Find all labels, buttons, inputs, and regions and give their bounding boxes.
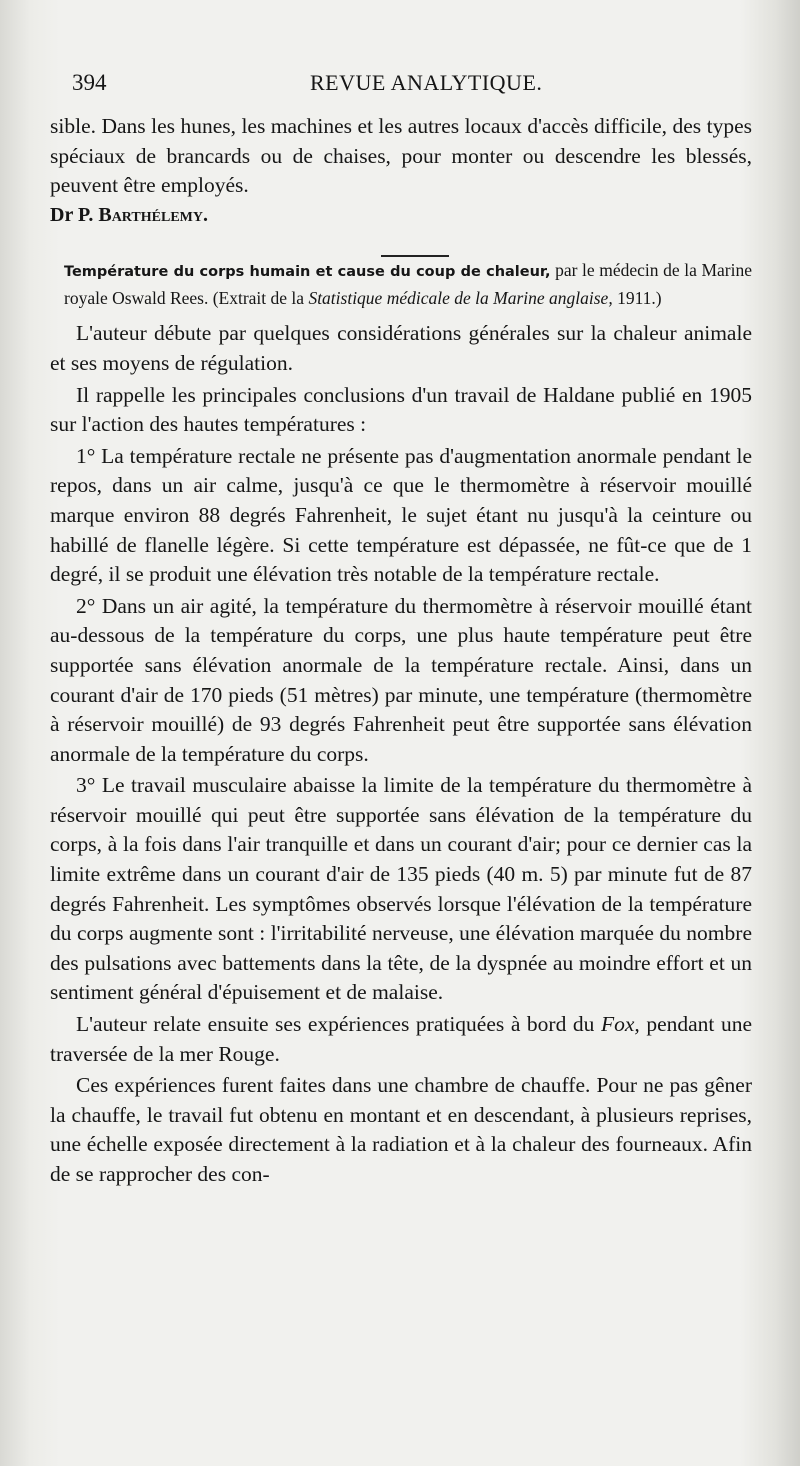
paragraph: 2° Dans un air agité, la température du thermomètre à réservoir mouillé étant au-dessous de la température du corps, une plus haute température peut être supportée sans élévation anormale de la température rectale. Ainsi, dans un courant d'air de 170 pieds (51 mètres) par minute, une température (thermomètre à réservoir mouillé) de 93 degrés Fahrenheit peut être supportée sans élévation anormale de la température du corps. bbox=[50, 593, 752, 766]
paragraph: 3° Le travail musculaire abaisse la limite de la température du thermomètre à réservoir mouillé qui peut être supportée sans élévation de la température du corps, à la fois dans l'air tranquille et dans un courant d'air; pour ce dernier cas la limite extrême dans un courant d'air de 135 pieds (40 m. 5) par minute fut de 87 degrés Fahrenheit. Les symptômes observés lorsque l'élévation de la température du corps augmente sont : l'irritabilité nerveuse, une élévation marquée du nombre des pulsations avec battements dans la tête, de la dyspnée au moindre effort et un sentiment général d'épuisement et de malaise. bbox=[50, 773, 752, 1005]
page-header bbox=[72, 70, 752, 104]
paragraph: Il rappelle les principales conclusions d'un travail de Haldane publié en 1905 sur l'action des hautes températures : bbox=[50, 382, 752, 437]
paragraph bbox=[50, 1010, 752, 1069]
article-source-title: Statistique médicale de la Marine anglaise, bbox=[308, 288, 613, 309]
ship-name: Fox, bbox=[600, 1012, 640, 1037]
fox-paragraph-text-end: pendant une traversée de la mer Rouge. bbox=[50, 1012, 753, 1066]
article-heading bbox=[50, 257, 752, 311]
author-signature bbox=[50, 201, 752, 231]
paragraph: L'auteur débute par quelques considérations générales sur la chaleur animale et ses moyens de régulation. bbox=[50, 321, 752, 375]
running-title: REVUE ANALYTIQUE. bbox=[310, 70, 543, 95]
paragraph: Ces expériences furent faites dans une chambre de chauffe. Pour ne pas gêner la chauffe, le travail fut obtenu en montant et en descendant, à plusieurs reprises, une échelle exposée directement à la radiation et à la chaleur des fourneaux. Afin de se rapprocher des con- bbox=[50, 1073, 752, 1186]
author-name: P. Barthélemy. bbox=[77, 203, 208, 226]
fox-paragraph-text: L'auteur relate ensuite ses expériences pratiquées à bord du bbox=[76, 1012, 595, 1037]
author-prefix: Dr bbox=[50, 203, 73, 226]
article-title: Température du corps humain et cause du coup de chaleur, bbox=[64, 264, 551, 281]
article-source-year: 1911.) bbox=[617, 288, 662, 309]
article-body bbox=[50, 319, 752, 1189]
page-number: 394 bbox=[72, 70, 107, 95]
previous-article-closing-text: sible. Dans les hunes, les machines et les autres locaux d'accès difficile, des types spéciaux de brancards ou de chaises, pour monter ou descendre les blessés, peuvent être employés. bbox=[50, 114, 752, 198]
article-byline: par le médecin de la Marine royale Oswald Rees. (Extrait de la bbox=[64, 260, 753, 309]
paragraph: 1° La température rectale ne présente pas d'augmentation anormale pendant le repos, dans un air calme, jusqu'à ce que le thermomètre à réservoir mouillé marque environ 88 degrés Fahrenheit, le sujet étant nu jusqu'à la ceinture ou habillé de flanelle légère. Si cette température est dépassée, ne fût-ce que de 1 degré, il se produit une élévation très notable de la température rectale. bbox=[50, 443, 752, 587]
page-body bbox=[50, 112, 752, 1192]
